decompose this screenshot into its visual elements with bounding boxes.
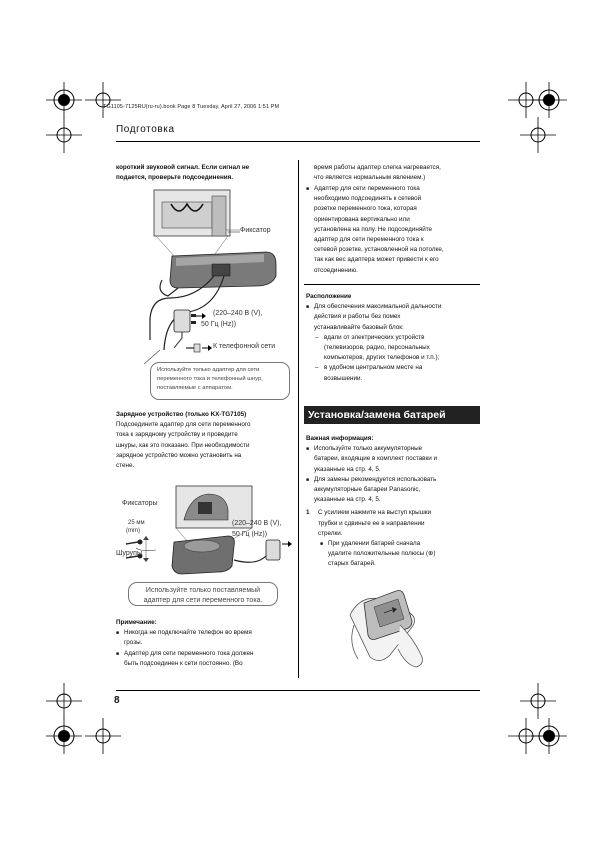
adapter-note-box [128, 582, 278, 606]
text-line: – в удобном центральном месте на [324, 364, 423, 372]
charger-section [116, 410, 292, 471]
text-line: старых батарей. [328, 560, 376, 568]
intro-text [116, 163, 292, 183]
text-line: шнуры, как это показано. При необходимости [116, 441, 250, 449]
text-line: установлена на полу. Не подсоединяйте [314, 225, 433, 233]
text-line: ■ Никогда не подключайте телефон во время [124, 629, 252, 637]
text-line: адаптер для сети переменного тока к [314, 236, 424, 244]
crosshair-mark-icon [520, 117, 556, 153]
battery-section-heading: Установка/замена батарей [304, 406, 480, 424]
text-line: трубки и сдвиньте ее в направлении [318, 519, 425, 527]
text-line: аккумуляторные батареи Panasonic, [314, 486, 421, 494]
print-job-line: TG1105-7125RU(ru-ru).book Page 8 Tuesday, April 27, 2006 1:51 PM [103, 104, 280, 110]
power-spec-label: (220–240 В (V), [232, 520, 282, 527]
text-line: Подсоедините адаптер для сети переменного [116, 421, 251, 429]
text-line: ■ При удалении батарей сначала [328, 540, 421, 548]
text-line: ■ Адаптер для сети переменного тока должен [124, 649, 254, 657]
crosshair-mark-icon [85, 82, 121, 118]
note-item [116, 628, 292, 648]
crosshair-mark-icon [46, 117, 82, 153]
note-line: Используйте только поставляемый [145, 587, 261, 594]
section-title: Подготовка [116, 124, 175, 135]
text-line: удалите положительные полюсы (⊕) [328, 550, 436, 558]
power-spec-label: 50 Гц (Hz)) [201, 321, 237, 328]
screws-label: Шурупы [116, 550, 142, 557]
registration-mark-icon [531, 718, 567, 754]
text-line: – вдали от электрических устройств [324, 333, 425, 341]
text-line: розетке переменного тока, которая [314, 205, 417, 213]
battery-section [306, 434, 482, 570]
important-heading: Важная информация: [306, 435, 374, 442]
power-spec-label: (220–240 В (V), [213, 310, 263, 317]
text-line: сетевой розетке, установленной на потолке, [314, 246, 444, 254]
note-line: поставляемые с аппаратом. [157, 385, 233, 391]
distance-label: (mm) [126, 528, 140, 534]
text-line: С усилием нажмите на выступ крышки [318, 509, 432, 517]
text-line: (телевизоров, радио, персональных [324, 344, 430, 352]
text-line: ориентирована вертикально или [314, 215, 410, 223]
text-line: отсоединению. [314, 266, 358, 274]
note-line: Используйте только адаптер для сети [157, 367, 260, 373]
notes-heading: Примечание: [116, 619, 157, 626]
text-line: ■ Адаптер для сети переменного тока [314, 185, 420, 192]
ac-adapter [174, 310, 190, 332]
registration-mark-icon [46, 82, 82, 118]
text-line: возвышении. [324, 374, 363, 382]
latches-label: Фиксаторы [122, 500, 158, 507]
text-line: стрелки. [318, 529, 343, 537]
text-line: ■ Для замены рекомендуется использовать [314, 475, 437, 483]
placement-section [306, 292, 482, 384]
text-line: тока к зарядному устройству и проведите [116, 431, 238, 439]
phone-line-label: К телефонной сети [213, 343, 276, 350]
adapter-cont-text [306, 163, 482, 183]
ac-adapter [266, 540, 280, 560]
text-line: так как вес адаптера может привести к его [314, 256, 439, 264]
page-number: 8 [114, 695, 120, 706]
text-line: время работы адаптер слегка нагревается, [314, 164, 441, 171]
column-divider [298, 160, 299, 678]
text-line: грозы. [124, 639, 143, 647]
text-line: короткий звуковой сигнал. Если сигнал не [116, 164, 250, 171]
note-line: адаптер для сети переменного тока. [143, 596, 263, 604]
text-line: быть подсоединен к сети постоянно. (Во [124, 659, 243, 667]
text-line: батареи, входящие в комплект поставки и [314, 455, 438, 463]
note-line: переменного тока и телефонный шнур, [157, 376, 263, 382]
text-line: устанавливайте базовый блок: [314, 323, 404, 331]
bullet-item [306, 184, 482, 276]
bullet-item [306, 444, 482, 475]
text-line: указанные на стр. 4, 5. [314, 465, 381, 473]
text-line: действия и работы без помех [314, 313, 401, 321]
header-rule [116, 141, 480, 142]
adapter-bullet [306, 184, 482, 276]
text-line: необходимо подсоединять к сетевой [314, 195, 422, 203]
latch-label: Фиксатор [240, 227, 271, 234]
text-line: стене. [116, 462, 135, 470]
crosshair-mark-icon [85, 718, 121, 754]
dash-item [306, 363, 482, 383]
charger-heading: Зарядное устройство (только KX-TG7105) [116, 411, 247, 418]
text-line: указанные на стр. 4, 5. [314, 496, 381, 504]
footer-rule [116, 690, 480, 691]
power-spec-label: 50 Гц (Hz)) [232, 531, 268, 538]
note-item [116, 649, 292, 669]
text-line: ■ Используйте только аккумуляторные [314, 445, 423, 453]
sub-bullet-item [306, 539, 482, 570]
registration-mark-icon [46, 718, 82, 754]
placement-heading: Расположение [306, 293, 352, 300]
crosshair-mark-icon [46, 683, 82, 719]
text-line: зарядное устройство можно установить на [116, 451, 242, 459]
step-item [306, 508, 482, 539]
text-line: компьютеров, других телефонов и т.п.); [324, 354, 440, 362]
placement-rule [304, 284, 480, 285]
battery-cover-figure [340, 585, 440, 673]
text-line: ■ Для обеспечения максимальной дальности [314, 303, 442, 311]
text-line: подается, проверьте подсоединения. [116, 174, 234, 182]
notes-section [116, 618, 292, 669]
dash-item [306, 333, 482, 364]
distance-label: 25 мм [128, 520, 145, 526]
text-line: что является нормальным явлением.) [314, 174, 426, 182]
registration-mark-icon [531, 82, 567, 118]
adapter-note-box [150, 362, 290, 400]
bullet-item [306, 302, 482, 333]
bullet-item [306, 475, 482, 506]
crosshair-mark-icon [520, 683, 556, 719]
step-number: 1 [306, 509, 310, 517]
